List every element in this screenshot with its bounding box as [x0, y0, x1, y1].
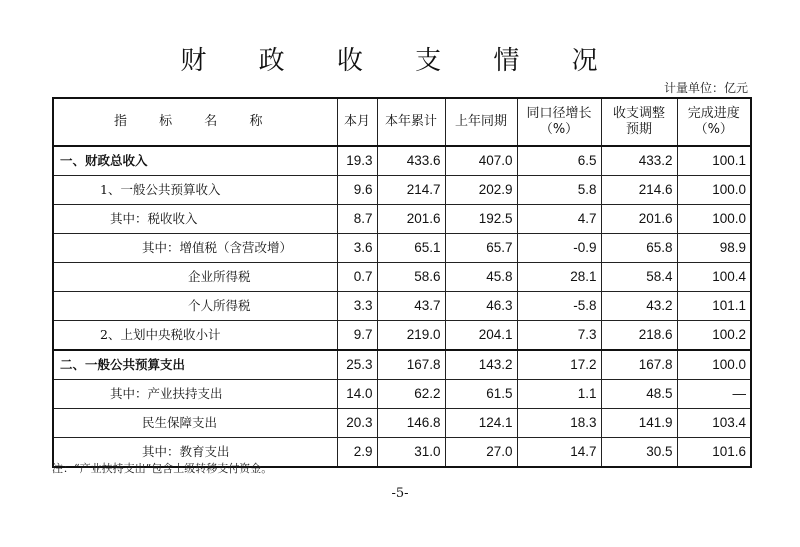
cell-progress: 101.1	[677, 292, 751, 321]
header-growth-line2: （%）	[539, 122, 579, 137]
cell-prev: 407.0	[445, 146, 517, 176]
cell-progress: 100.0	[677, 350, 751, 380]
cell-budget: 214.6	[601, 176, 677, 205]
page-title: 财 政 收 支 情 况	[180, 46, 620, 76]
cell-progress: 103.4	[677, 409, 751, 438]
cell-ytd: 214.7	[377, 176, 445, 205]
cell-growth: 1.1	[517, 380, 601, 409]
cell-month: 14.0	[337, 380, 377, 409]
row-name: 其中：教育支出	[53, 438, 337, 468]
cell-prev: 46.3	[445, 292, 517, 321]
header-growth-line1: 同口径增长	[526, 106, 592, 121]
header-progress-line1: 完成进度	[687, 106, 740, 121]
row-name: 2、上划中央税收小计	[53, 321, 337, 351]
cell-budget: 65.8	[601, 234, 677, 263]
cell-progress: 100.0	[677, 205, 751, 234]
cell-month: 3.6	[337, 234, 377, 263]
cell-growth: 6.5	[517, 146, 601, 176]
cell-ytd: 43.7	[377, 292, 445, 321]
cell-month: 9.7	[337, 321, 377, 351]
table-row	[53, 292, 751, 321]
cell-ytd: 31.0	[377, 438, 445, 468]
cell-month: 25.3	[337, 350, 377, 380]
page-number: -5-	[391, 486, 409, 501]
cell-prev: 192.5	[445, 205, 517, 234]
table-row	[53, 409, 751, 438]
cell-budget: 433.2	[601, 146, 677, 176]
table-row	[53, 263, 751, 292]
row-name: 二、一般公共预算支出	[53, 350, 337, 380]
row-name: 其中：税收收入	[53, 205, 337, 234]
cell-prev: 45.8	[445, 263, 517, 292]
cell-ytd: 65.1	[377, 234, 445, 263]
row-name: 1、一般公共预算收入	[53, 176, 337, 205]
cell-ytd: 219.0	[377, 321, 445, 351]
cell-progress: 101.6	[677, 438, 751, 468]
table-row	[53, 380, 751, 409]
unit-label: 计量单位：亿元	[663, 81, 748, 95]
header-growth	[517, 98, 601, 146]
cell-month: 19.3	[337, 146, 377, 176]
cell-growth: 18.3	[517, 409, 601, 438]
header-month: 本月	[337, 98, 377, 146]
header-name: 指 标 名 称	[53, 98, 337, 146]
cell-month: 9.6	[337, 176, 377, 205]
cell-budget: 30.5	[601, 438, 677, 468]
row-name: 民生保障支出	[53, 409, 337, 438]
cell-prev: 65.7	[445, 234, 517, 263]
cell-ytd: 146.8	[377, 409, 445, 438]
cell-growth: 14.7	[517, 438, 601, 468]
cell-budget: 201.6	[601, 205, 677, 234]
table-row	[53, 176, 751, 205]
table-row	[53, 205, 751, 234]
header-budget-line1: 收支调整	[612, 106, 665, 121]
cell-growth: -0.9	[517, 234, 601, 263]
row-name: 一、财政总收入	[53, 146, 337, 176]
cell-prev: 143.2	[445, 350, 517, 380]
cell-month: 8.7	[337, 205, 377, 234]
cell-budget: 218.6	[601, 321, 677, 351]
cell-month: 0.7	[337, 263, 377, 292]
cell-growth: 7.3	[517, 321, 601, 351]
cell-progress: 100.1	[677, 146, 751, 176]
header-budget-line2: 预期	[625, 122, 652, 137]
row-name: 个人所得税	[53, 292, 337, 321]
cell-progress: 98.9	[677, 234, 751, 263]
cell-prev: 27.0	[445, 438, 517, 468]
header-progress-line2: （%）	[694, 122, 733, 137]
cell-budget: 43.2	[601, 292, 677, 321]
row-name: 其中：产业扶持支出	[53, 380, 337, 409]
cell-progress: 100.4	[677, 263, 751, 292]
cell-growth: -5.8	[517, 292, 601, 321]
cell-ytd: 62.2	[377, 380, 445, 409]
cell-ytd: 58.6	[377, 263, 445, 292]
cell-progress: —	[677, 380, 751, 409]
table-row	[53, 350, 751, 380]
header-budget	[601, 98, 677, 146]
header-ytd: 本年累计	[377, 98, 445, 146]
cell-ytd: 433.6	[377, 146, 445, 176]
cell-growth: 5.8	[517, 176, 601, 205]
cell-budget: 141.9	[601, 409, 677, 438]
cell-budget: 167.8	[601, 350, 677, 380]
table-row	[53, 321, 751, 351]
cell-ytd: 167.8	[377, 350, 445, 380]
cell-prev: 202.9	[445, 176, 517, 205]
cell-month: 20.3	[337, 409, 377, 438]
cell-growth: 28.1	[517, 263, 601, 292]
cell-progress: 100.2	[677, 321, 751, 351]
table-row	[53, 234, 751, 263]
row-name: 其中：增值税（含营改增）	[53, 234, 337, 263]
footnote: 注：“产业扶持支出”包含上级转移支付资金。	[52, 462, 273, 475]
row-name: 企业所得税	[53, 263, 337, 292]
cell-ytd: 201.6	[377, 205, 445, 234]
table-header-row	[53, 98, 751, 146]
cell-prev: 61.5	[445, 380, 517, 409]
finance-table	[52, 97, 752, 468]
cell-growth: 4.7	[517, 205, 601, 234]
header-prev: 上年同期	[445, 98, 517, 146]
cell-month: 2.9	[337, 438, 377, 468]
cell-budget: 58.4	[601, 263, 677, 292]
cell-prev: 124.1	[445, 409, 517, 438]
table-row	[53, 146, 751, 176]
cell-progress: 100.0	[677, 176, 751, 205]
header-progress	[677, 98, 751, 146]
cell-month: 3.3	[337, 292, 377, 321]
cell-budget: 48.5	[601, 380, 677, 409]
cell-growth: 17.2	[517, 350, 601, 380]
cell-prev: 204.1	[445, 321, 517, 351]
